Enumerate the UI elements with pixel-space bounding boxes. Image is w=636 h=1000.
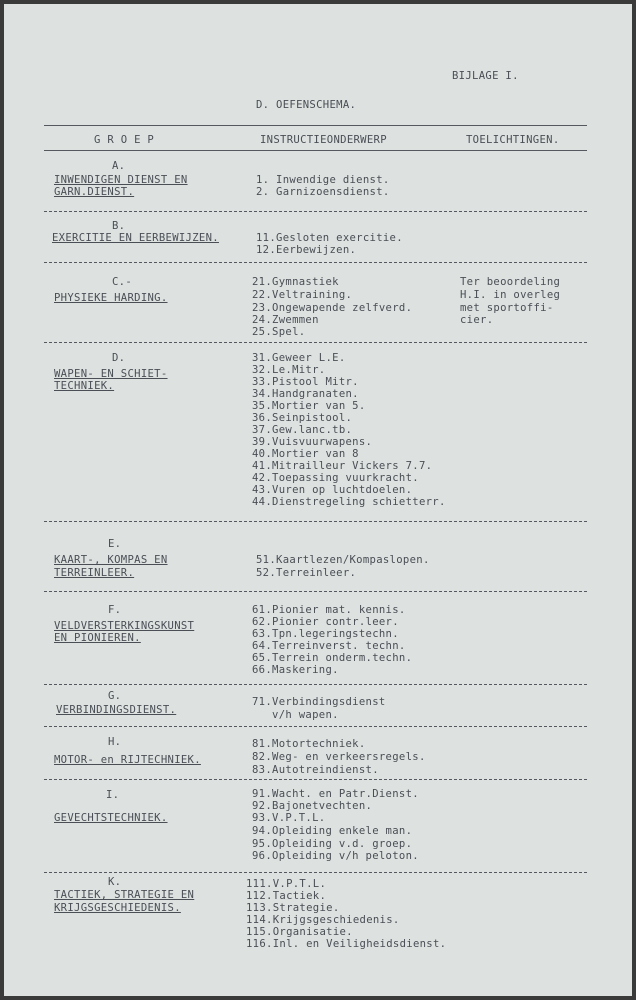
instruction-item: 71.Verbindingsdienst bbox=[252, 696, 386, 708]
group-name: WAPEN- EN SCHIET- bbox=[54, 368, 168, 380]
explanatory-note: met sportoffi- bbox=[460, 302, 554, 314]
instruction-item: v/h wapen. bbox=[252, 709, 339, 721]
group-divider bbox=[44, 779, 587, 780]
header-rule-top bbox=[44, 125, 587, 126]
column-header-group: G R O E P bbox=[94, 134, 155, 146]
group-divider bbox=[44, 211, 587, 212]
group-name: EXERCITIE EN EERBEWIJZEN. bbox=[52, 232, 219, 244]
instruction-item: 41.Mitrailleur Vickers 7.7. bbox=[252, 460, 433, 472]
instruction-item: 61.Pionier mat. kennis. bbox=[252, 604, 406, 616]
instruction-item: 24.Zwemmen bbox=[252, 314, 319, 326]
instruction-item: 23.Ongewapende zelfverd. bbox=[252, 302, 413, 314]
instruction-item: 40.Mortier van 8 bbox=[252, 448, 359, 460]
instruction-item: 65.Terrein onderm.techn. bbox=[252, 652, 413, 664]
group-divider bbox=[44, 262, 587, 263]
page-title: D. OEFENSCHEMA. bbox=[256, 99, 357, 111]
group-name: PHYSIEKE HARDING. bbox=[54, 292, 168, 304]
instruction-item: 112.Tactiek. bbox=[246, 890, 327, 902]
group-letter: E. bbox=[108, 538, 122, 550]
instruction-item: 114.Krijgsgeschiedenis. bbox=[246, 914, 400, 926]
instruction-item: 39.Vuisvuurwapens. bbox=[252, 436, 373, 448]
group-letter: F. bbox=[108, 604, 122, 616]
group-letter: K. bbox=[108, 876, 122, 888]
instruction-item: 21.Gymnastiek bbox=[252, 276, 339, 288]
group-name: KRIJGSGESCHIEDENIS. bbox=[54, 902, 181, 914]
instruction-item: 42.Toepassing vuurkracht. bbox=[252, 472, 419, 484]
instruction-item: 44.Dienstregeling schietterr. bbox=[252, 496, 446, 508]
group-name: TERREINLEER. bbox=[54, 567, 135, 579]
group-divider bbox=[44, 342, 587, 343]
instruction-item: 25.Spel. bbox=[252, 326, 306, 338]
group-name: TACTIEK, STRATEGIE EN bbox=[54, 889, 195, 901]
instruction-item: 96.Opleiding v/h peloton. bbox=[252, 850, 419, 862]
instruction-item: 83.Autotreindienst. bbox=[252, 764, 379, 776]
instruction-item: 111.V.P.T.L. bbox=[246, 878, 327, 890]
group-name: GEVECHTSTECHNIEK. bbox=[54, 812, 168, 824]
explanatory-note: Ter beoordeling bbox=[460, 276, 561, 288]
group-name: GARN.DIENST. bbox=[54, 186, 135, 198]
instruction-item: 115.Organisatie. bbox=[246, 926, 353, 938]
group-letter: I. bbox=[106, 789, 120, 801]
group-name: KAART-, KOMPAS EN bbox=[54, 554, 168, 566]
explanatory-note: cier. bbox=[460, 314, 494, 326]
group-divider bbox=[44, 872, 587, 873]
group-name: VELDVERSTERKINGSKUNST bbox=[54, 620, 195, 632]
instruction-item: 12.Eerbewijzen. bbox=[256, 244, 357, 256]
column-header-notes: TOELICHTINGEN. bbox=[466, 134, 560, 146]
group-divider bbox=[44, 684, 587, 685]
instruction-item: 43.Vuren op luchtdoelen. bbox=[252, 484, 413, 496]
instruction-item: 116.Inl. en Veiligheidsdienst. bbox=[246, 938, 447, 950]
instruction-item: 91.Wacht. en Patr.Dienst. bbox=[252, 788, 419, 800]
instruction-item: 11.Gesloten exercitie. bbox=[256, 232, 403, 244]
explanatory-note: H.I. in overleg bbox=[460, 289, 561, 301]
group-name: TECHNIEK. bbox=[54, 380, 115, 392]
group-name: EN PIONIEREN. bbox=[54, 632, 141, 644]
instruction-item: 92.Bajonetvechten. bbox=[252, 800, 373, 812]
instruction-item: 82.Weg- en verkeersregels. bbox=[252, 751, 426, 763]
group-letter: C.- bbox=[112, 276, 133, 288]
group-letter: B. bbox=[112, 220, 126, 232]
group-letter: H. bbox=[108, 736, 122, 748]
instruction-item: 34.Handgranaten. bbox=[252, 388, 359, 400]
column-header-subject: INSTRUCTIEONDERWERP bbox=[260, 134, 387, 146]
header-rule-bottom bbox=[44, 150, 587, 151]
annex-label: BIJLAGE I. bbox=[452, 70, 519, 82]
instruction-item: 2. Garnizoensdienst. bbox=[256, 186, 390, 198]
instruction-item: 113.Strategie. bbox=[246, 902, 340, 914]
instruction-item: 1. Inwendige dienst. bbox=[256, 174, 390, 186]
instruction-item: 22.Veltraining. bbox=[252, 289, 353, 301]
group-name: MOTOR- en RIJTECHNIEK. bbox=[54, 754, 201, 766]
instruction-item: 62.Pionier contr.leer. bbox=[252, 616, 399, 628]
group-divider bbox=[44, 591, 587, 592]
instruction-item: 95.Opleiding v.d. groep. bbox=[252, 838, 413, 850]
instruction-item: 66.Maskering. bbox=[252, 664, 339, 676]
group-letter: A. bbox=[112, 160, 126, 172]
instruction-item: 32.Le.Mitr. bbox=[252, 364, 326, 376]
instruction-item: 81.Motortechniek. bbox=[252, 738, 366, 750]
instruction-item: 94.Opleiding enkele man. bbox=[252, 825, 413, 837]
group-divider bbox=[44, 521, 587, 522]
group-name: INWENDIGEN DIENST EN bbox=[54, 174, 188, 186]
instruction-item: 63.Tpn.legeringstechn. bbox=[252, 628, 399, 640]
instruction-item: 33.Pistool Mitr. bbox=[252, 376, 359, 388]
group-divider bbox=[44, 726, 587, 727]
instruction-item: 36.Seinpistool. bbox=[252, 412, 353, 424]
document-page bbox=[4, 4, 632, 996]
instruction-item: 64.Terreinverst. techn. bbox=[252, 640, 406, 652]
instruction-item: 52.Terreinleer. bbox=[256, 567, 357, 579]
instruction-item: 31.Geweer L.E. bbox=[252, 352, 346, 364]
group-name: VERBINDINGSDIENST. bbox=[56, 704, 177, 716]
instruction-item: 35.Mortier van 5. bbox=[252, 400, 366, 412]
instruction-item: 93.V.P.T.L. bbox=[252, 812, 326, 824]
instruction-item: 51.Kaartlezen/Kompaslopen. bbox=[256, 554, 430, 566]
group-letter: G. bbox=[108, 690, 122, 702]
group-letter: D. bbox=[112, 352, 126, 364]
instruction-item: 37.Gew.lanc.tb. bbox=[252, 424, 353, 436]
